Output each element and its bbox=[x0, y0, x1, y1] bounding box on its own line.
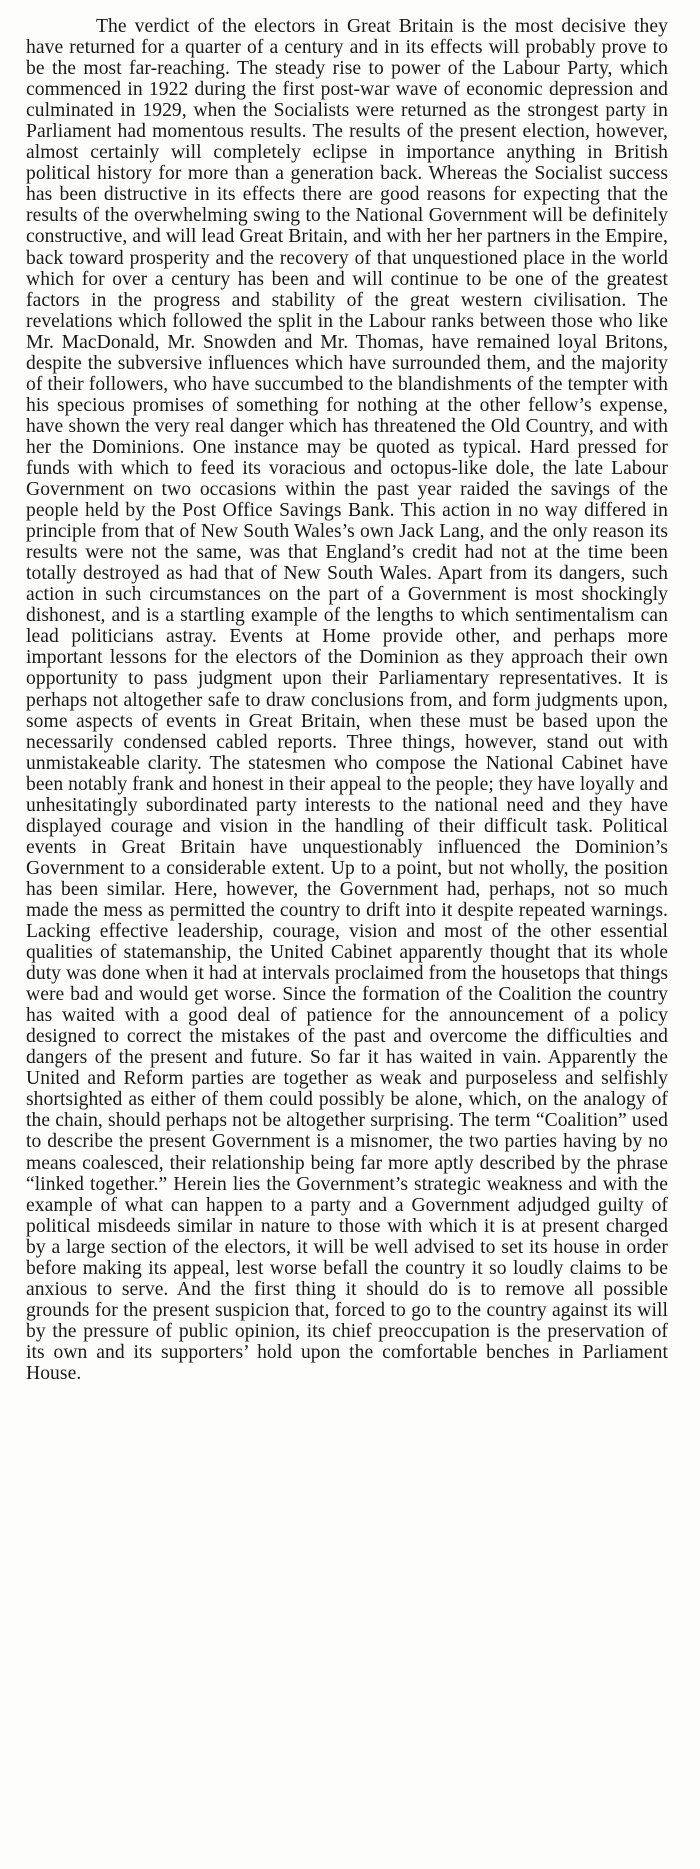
editorial-paragraph: The verdict of the electors in Great Britain is the most decisive they have returned for a quarter of a century and in its effects will probably prove to be the most far-reaching. The steady rise to power of the Labour Party, which commenced in 1922 during the first post-war wave of economic depression and culminated in 1929, when the Socialists were returned as the strongest party in Parliament had momentous results. The results of the present election, however, almost certainly will completely eclipse in importance anything in British political history for more than a generation back. Whereas the Socialist success has been distructive in its effects there are good reasons for expecting that the results of the overwhelming swing to the National Government will be definitely constructive, and will lead Great Britain, and with her her partners in the Empire, back toward prosperity and the recovery of that unquestioned place in the world which for over a century has been and will continue to be one of the greatest factors in the progress and stability of the great western civilisation. The revelations which followed the split in the Labour ranks between those who like Mr. MacDonald, Mr. Snowden and Mr. Thomas, have remained loyal Britons, despite the subversive influences which have surrounded them, and the majority of their followers, who have succumbed to the blandishments of the tempter with his specious promises of something for nothing at the other fellow’s expense, have shown the very real danger which has threatened the Old Country, and with her the Dominions. One instance may be quoted as typical. Hard pressed for funds with which to feed its voracious and octopus-like dole, the late Labour Government on two occasions within the past year raided the savings of the people held by the Post Office Savings Bank. This action in no way differed in principle from that of New South Wales’s own Jack Lang, and the only reason its results were not the same, was that England’s credit had not at the time been totally destroyed as had that of New South Wales. Apart from its dangers, such action in such circumstances on the part of a Government is most shockingly dishonest, and is a startling example of the lengths to which sentimentalism can lead politicians astray. Events at Home provide other, and perhaps more important lessons for the electors of the Dominion as they approach their own opportunity to pass judgment upon their Parliamentary representatives. It is perhaps not altogether safe to draw conclusions from, and form judgments upon, some aspects of events in Great Britain, when these must be based upon the necessarily condensed cabled reports. Three things, however, stand out with unmistakeable clarity. The statesmen who compose the National Cabinet have been notably frank and honest in their appeal to the people; they have loyally and unhesitatingly subordinated party interests to the national need and they have displayed courage and vision in the handling of their difficult task. Political events in Great Britain have unquestionably influenced the Dominion’s Government to a considerable extent. Up to a point, but not wholly, the position has been similar. Here, however, the Government had, perhaps, not so much made the mess as permitted the country to drift into it despite repeated warnings. Lacking effective leadership, courage, vision and most of the other essential qualities of statemanship, the United Cabinet apparently thought that its whole duty was done when it had at intervals proclaimed from the housetops that things were bad and would get worse. Since the formation of the Coalition the country has waited with a good deal of patience for the announcement of a policy designed to correct the mistakes of the past and overcome the difficulties and dangers of the present and future. So far it has waited in vain. Apparently the United and Reform parties are together as weak and purposeless and selfishly shortsighted as either of them could possibly be alone, which, on the analogy of the chain, should perhaps not be altogether surprising. The term “Coalition” used to describe the present Government is a misnomer, the two parties having by no means coalesced, their relationship being far more aptly described by the phrase “linked together.” Herein lies the Government’s strategic weakness and with the example of what can happen to a party and a Government adjudged guilty of political misdeeds similar in nature to those with which it is at present charged by a large section of the electors, it will be well advised to set its house in order before making its appeal, lest worse befall the country it so loudly claims to be anxious to serve. And the first thing it should do is to remove all possible grounds for the present suspicion that, forced to go to the country against its will by the pressure of public opinion, its chief preoccupation is the preservation of its own and its supporters’ hold upon the comfortable benches in Parliament House. bbox=[26, 16, 668, 1384]
